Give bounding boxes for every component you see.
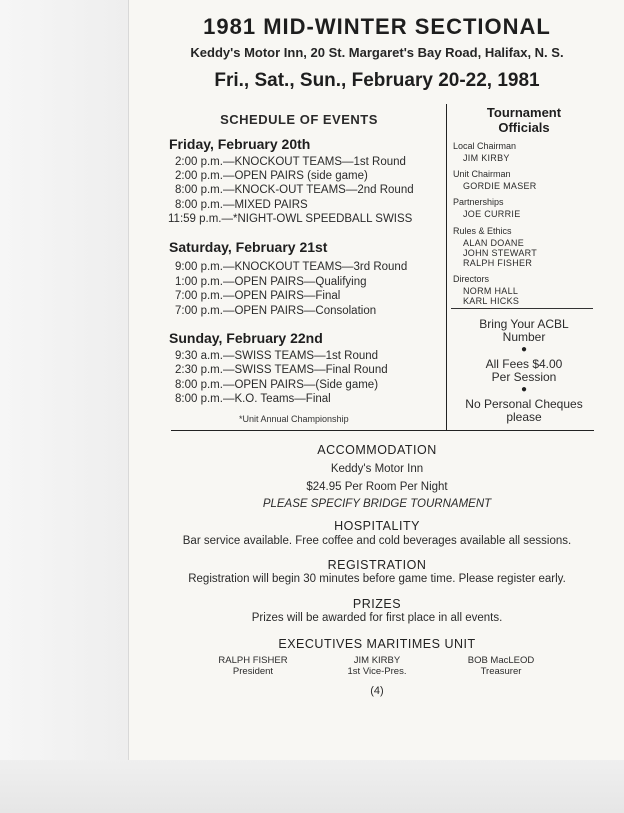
page-number: (4) [370,685,384,697]
official-name: RALPH FISHER [463,258,533,268]
page-title: 1981 MID-WINTER SECTIONAL [203,14,551,39]
list-item: 8:00 p.m.—KNOCK-OUT TEAMS—2nd Round [175,184,414,196]
executive-name: BOB MacLEOD [467,655,535,666]
horizontal-divider [171,430,594,431]
list-item: 1:00 p.m.—OPEN PAIRS—Qualifying [175,276,367,288]
official-name: GORDIE MASER [463,181,537,191]
saturday-heading: Saturday, February 21st [169,239,328,255]
list-item: 9:00 p.m.—KNOCKOUT TEAMS—3rd Round [175,261,408,273]
fees-notice: All Fees $4.00 [485,357,563,371]
executives-heading: EXECUTIVES MARITIMES UNIT [278,637,476,651]
list-item: 2:00 p.m.—OPEN PAIRS (side game) [175,170,368,182]
friday-heading: Friday, February 20th [169,136,311,152]
registration-text: Registration will begin 30 minutes before game time. Please register early. [188,573,566,585]
executive-title: 1st Vice-Pres. [347,666,407,677]
executive-title: Treasurer [480,666,522,677]
official-name: NORM HALL [463,286,519,296]
list-item: 8:00 p.m.—OPEN PAIRS—(Side game) [175,379,379,391]
fees-notice-2: Per Session [491,370,557,384]
sunday-heading: Sunday, February 22nd [169,330,323,346]
official-name: JOHN STEWART [463,248,538,258]
list-item: 2:30 p.m.—SWISS TEAMS—Final Round [175,364,388,376]
background-left [0,0,128,813]
official-name: JOE CURRIE [463,209,521,219]
official-name: ALAN DOANE [463,238,525,248]
officials-heading-2: Officials [498,120,550,135]
cheques-notice-2: please [506,410,542,424]
accommodation-rate: $24.95 Per Room Per Night [306,481,448,493]
schedule-heading: SCHEDULE OF EVENTS [220,112,378,127]
official-role: Partnerships [453,197,504,207]
list-item: 9:30 a.m.—SWISS TEAMS—1st Round [175,350,379,362]
registration-heading: REGISTRATION [327,558,427,572]
acbl-notice: Bring Your ACBL [479,317,569,331]
list-item: 7:00 p.m.—OPEN PAIRS—Consolation [175,305,377,317]
executive-name: JIM KIRBY [353,655,401,666]
bullet-dot: ● [520,344,528,355]
officials-divider [451,308,593,309]
list-item: 8:00 p.m.—K.O. Teams—Final [175,393,331,405]
official-name: KARL HICKS [463,296,520,306]
list-item: 11:59 p.m.—*NIGHT-OWL SPEEDBALL SWISS [168,213,413,225]
cheques-notice: No Personal Cheques [465,397,583,411]
official-role: Directors [453,274,490,284]
accommodation-note: PLEASE SPECIFY BRIDGE TOURNAMENT [262,498,492,510]
vertical-divider [446,104,447,430]
list-item: 8:00 p.m.—MIXED PAIRS [175,199,308,211]
official-role: Rules & Ethics [453,226,512,236]
accommodation-place: Keddy's Motor Inn [330,463,424,475]
list-item: 7:00 p.m.—OPEN PAIRS—Final [175,290,341,302]
officials-heading: Tournament [486,105,562,120]
background-bottom [0,760,624,813]
bullet-dot: ● [520,384,528,395]
official-name: JIM KIRBY [463,153,510,163]
hospitality-text: Bar service available. Free coffee and cold beverages available all sessions. [182,535,572,547]
program-page [128,0,624,760]
hospitality-heading: HOSPITALITY [334,519,420,533]
prizes-heading: PRIZES [352,597,402,611]
schedule-footnote: *Unit Annual Championship [239,414,349,424]
accommodation-heading: ACCOMMODATION [317,443,437,457]
acbl-notice-2: Number [502,330,546,344]
venue-address: Keddy's Motor Inn, 20 St. Margaret's Bay Road, Halifax, N. S. [190,45,564,60]
executive-title: President [232,666,274,677]
official-role: Local Chairman [453,141,517,151]
list-item: 2:00 p.m.—KNOCKOUT TEAMS—1st Round [175,156,406,168]
executive-name: RALPH FISHER [218,655,288,666]
event-dates: Fri., Sat., Sun., February 20-22, 1981 [214,70,540,91]
official-role: Unit Chairman [453,169,511,179]
prizes-text: Prizes will be awarded for first place in all events. [251,612,503,624]
